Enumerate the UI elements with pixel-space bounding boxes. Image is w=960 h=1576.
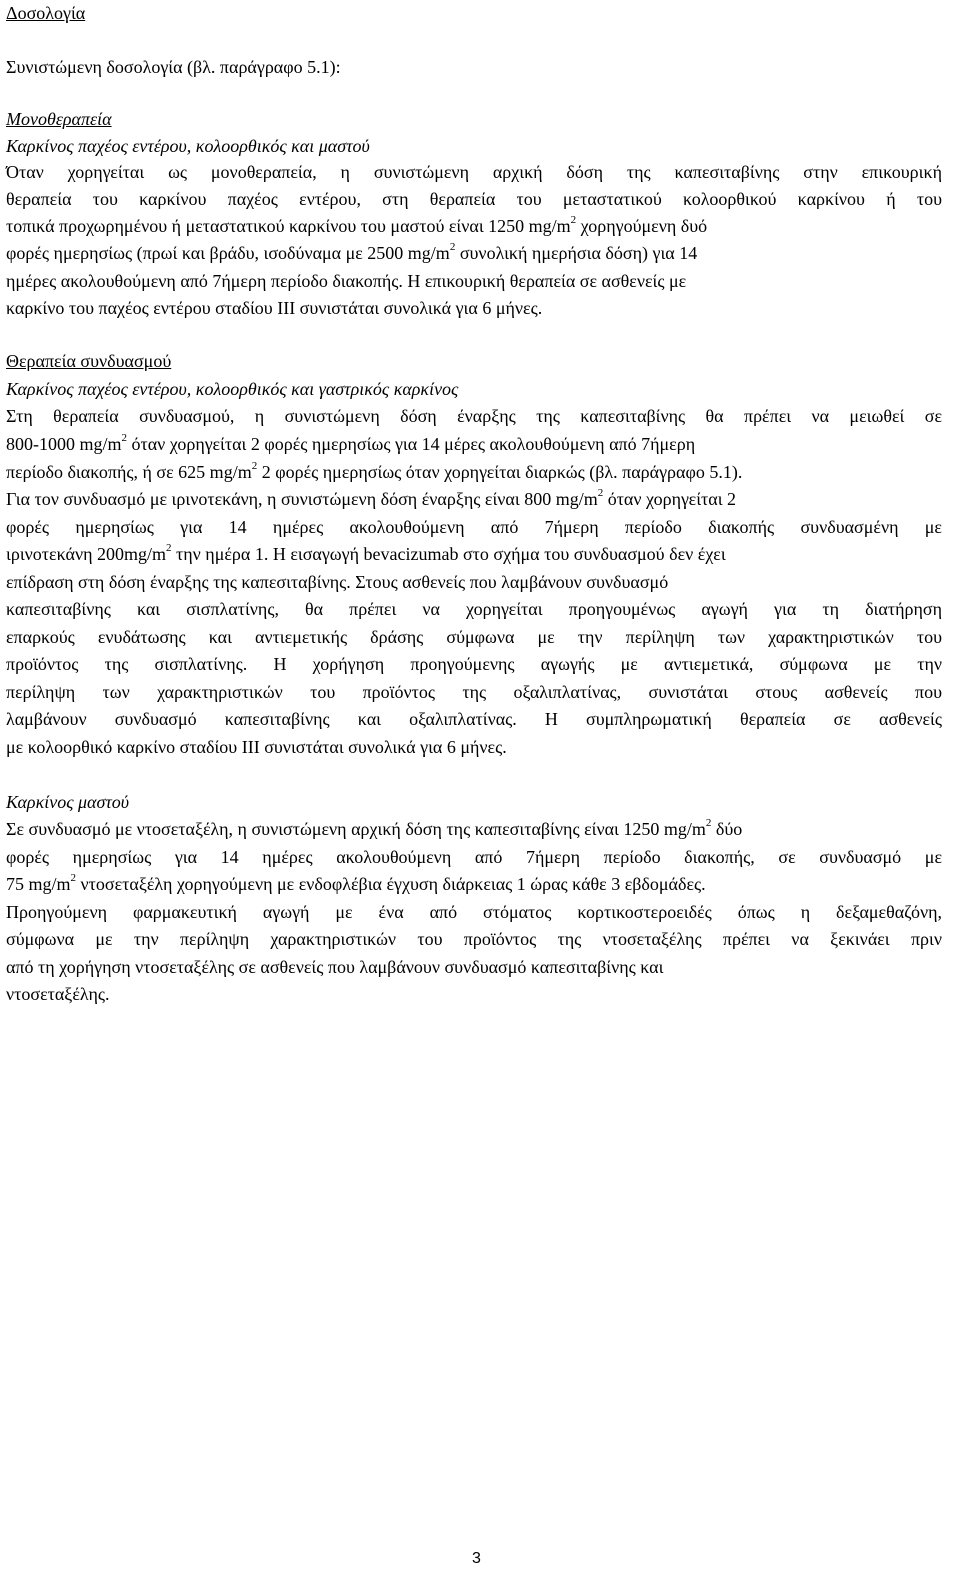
paragraph-line: σύμφωνα με την περίληψη χαρακτηριστικών του προϊόντος της ντοσεταξέλης πρέπει να ξεκινάει πριν <box>6 929 942 949</box>
paragraph-line: καρκίνο του παχέος εντέρου σταδίου ΙΙΙ συνιστάται συνολικά για 6 μήνες. <box>6 298 543 318</box>
line-segment: τοπικά προχωρημένου ή μεταστατικού καρκίνου του μαστού είναι 1250 mg/m <box>6 216 571 236</box>
line-segment: 75 mg/m <box>6 874 71 894</box>
monotherapy-subtitle: Καρκίνος παχέος εντέρου, κολοορθικός και μαστού <box>6 136 370 156</box>
line-segment: όταν χορηγείται 2 φορές ημερησίως για 14 μέρες ακολουθούμενη από 7ήμερη <box>127 434 696 454</box>
intro-text: Συνιστώμενη δοσολογία (βλ. παράγραφο 5.1): <box>6 57 341 77</box>
line-segment: Σε συνδυασμό με ντοσεταξέλη, η συνιστώμενη αρχική δόση της καπεσιταβίνης είναι 1250 mg/m <box>6 819 706 839</box>
paragraph-line <box>6 215 707 237</box>
paragraph-line: επίδραση στη δόση έναρξης της καπεσιταβίνης. Στους ασθενείς που λαμβάνουν συνδυασμό <box>6 572 669 592</box>
section-heading: Δοσολογία <box>6 3 86 23</box>
paragraph-line <box>6 488 736 510</box>
paragraph-line: περίληψη των χαρακτηριστικών του προϊόντος της οξαλιπλατίνας, συνιστάται στους ασθενείς που <box>6 682 942 702</box>
line-segment: 2 φορές ημερησίως όταν χορηγείται διαρκώς (βλ. παράγραφο 5.1). <box>257 462 743 482</box>
line-segment: ιρινοτεκάνη 200mg/m <box>6 544 166 564</box>
line-segment: 800-1000 mg/m <box>6 434 122 454</box>
breast-cancer-title: Καρκίνος μαστού <box>6 792 130 812</box>
paragraph-line: από τη χορήγηση ντοσεταξέλης σε ασθενείς που λαμβάνουν συνδυασμό καπεσιταβίνης και <box>6 957 664 977</box>
paragraph-line <box>6 433 695 455</box>
superscript: 2 <box>70 872 77 884</box>
paragraph-line: Όταν χορηγείται ως μονοθεραπεία, η συνιστώμενη αρχική δόση της καπεσιταβίνης στην επικουρική <box>6 162 942 182</box>
paragraph-line <box>6 818 742 840</box>
paragraph-line: επαρκούς ενυδάτωσης και αντιεμετικής δράσης σύμφωνα με την περίληψη των χαρακτηριστικών του <box>6 627 942 647</box>
line-segment: χορηγούμενη δυό <box>580 216 708 236</box>
line-segment: συνολική ημερήσια δόση) για 14 <box>459 243 698 263</box>
paragraph-line: φορές ημερησίως για 14 ημέρες ακολουθούμενη από 7ήμερη περίοδο διακοπής, σε συνδυασμό με <box>6 847 942 867</box>
paragraph-line: λαμβάνουν συνδυασμό καπεσιταβίνης και οξαλιπλατίνας. Η συμπληρωματική θεραπεία σε ασθενείς <box>6 709 942 729</box>
paragraph-line: καπεσιταβίνης και σισπλατίνης, θα πρέπει να χορηγείται προηγουμένως αγωγή για τη διατήρηση <box>6 599 942 619</box>
line-segment: την ημέρα 1. Η εισαγωγή bevacizumab στο σχήμα του συνδυασμού δεν έχει <box>171 544 726 564</box>
combination-title: Θεραπεία συνδυασμού <box>6 351 172 371</box>
paragraph-line <box>6 242 697 264</box>
paragraph-line: φορές ημερησίως για 14 ημέρες ακολουθούμενη από 7ήμερη περίοδο διακοπής συνδυασμένη με <box>6 517 942 537</box>
line-segment: Για τον συνδυασμό με ιρινοτεκάνη, η συνιστώμενη δόση έναρξης είναι 800 mg/m <box>6 489 598 509</box>
paragraph-line <box>6 873 706 895</box>
paragraph-line: ντοσεταξέλης. <box>6 984 110 1004</box>
line-segment: φορές ημερησίως (πρωί και βράδυ, ισοδύναμα με 2500 mg/m <box>6 243 450 263</box>
superscript: 2 <box>705 817 712 829</box>
superscript: 2 <box>570 214 577 226</box>
paragraph-line <box>6 461 742 483</box>
paragraph-line: Στη θεραπεία συνδυασμού, η συνιστώμενη δόση έναρξης της καπεσιταβίνης θα πρέπει να μειωθεί σε <box>6 406 942 426</box>
paragraph-line <box>6 543 726 565</box>
line-segment: δύο <box>711 819 743 839</box>
superscript: 2 <box>121 432 127 444</box>
line-segment: περίοδο διακοπής, ή σε 625 mg/m <box>6 462 252 482</box>
paragraph-line: ημέρες ακολουθούμενη από 7ήμερη περίοδο διακοπής. Η επικουρική θεραπεία σε ασθενείς με <box>6 271 687 291</box>
superscript: 2 <box>166 542 172 554</box>
line-segment: ντοσεταξέλη χορηγούμενη με ενδοφλέβια έγχυση διάρκειας 1 ώρας κάθε 3 εβδομάδες. <box>76 874 706 894</box>
paragraph-line: θεραπεία του καρκίνου παχέος εντέρου, στη θεραπεία του μεταστατικού κολοορθικού καρκίνου ή του <box>6 189 942 209</box>
page-number: 3 <box>472 1550 481 1567</box>
paragraph-line: με κολοορθικό καρκίνο σταδίου ΙΙΙ συνιστάται συνολικά για 6 μήνες. <box>6 737 507 757</box>
paragraph-line: Προηγούμενη φαρμακευτική αγωγή με ένα από στόματος κορτικοστεροειδές όπως η δεξαμεθαζόνη, <box>6 902 942 922</box>
superscript: 2 <box>449 241 456 253</box>
paragraph-line: προϊόντος της σισπλατίνης. Η χορήγηση προηγούμενης αγωγής με αντιεμετικά, σύμφωνα με την <box>6 654 942 674</box>
superscript: 2 <box>251 460 258 472</box>
monotherapy-title: Μονοθεραπεία <box>6 109 112 129</box>
superscript: 2 <box>597 487 604 499</box>
line-segment: όταν χορηγείται 2 <box>603 489 737 509</box>
combination-subtitle: Καρκίνος παχέος εντέρου, κολοορθικός και γαστρικός καρκίνος <box>6 379 459 399</box>
